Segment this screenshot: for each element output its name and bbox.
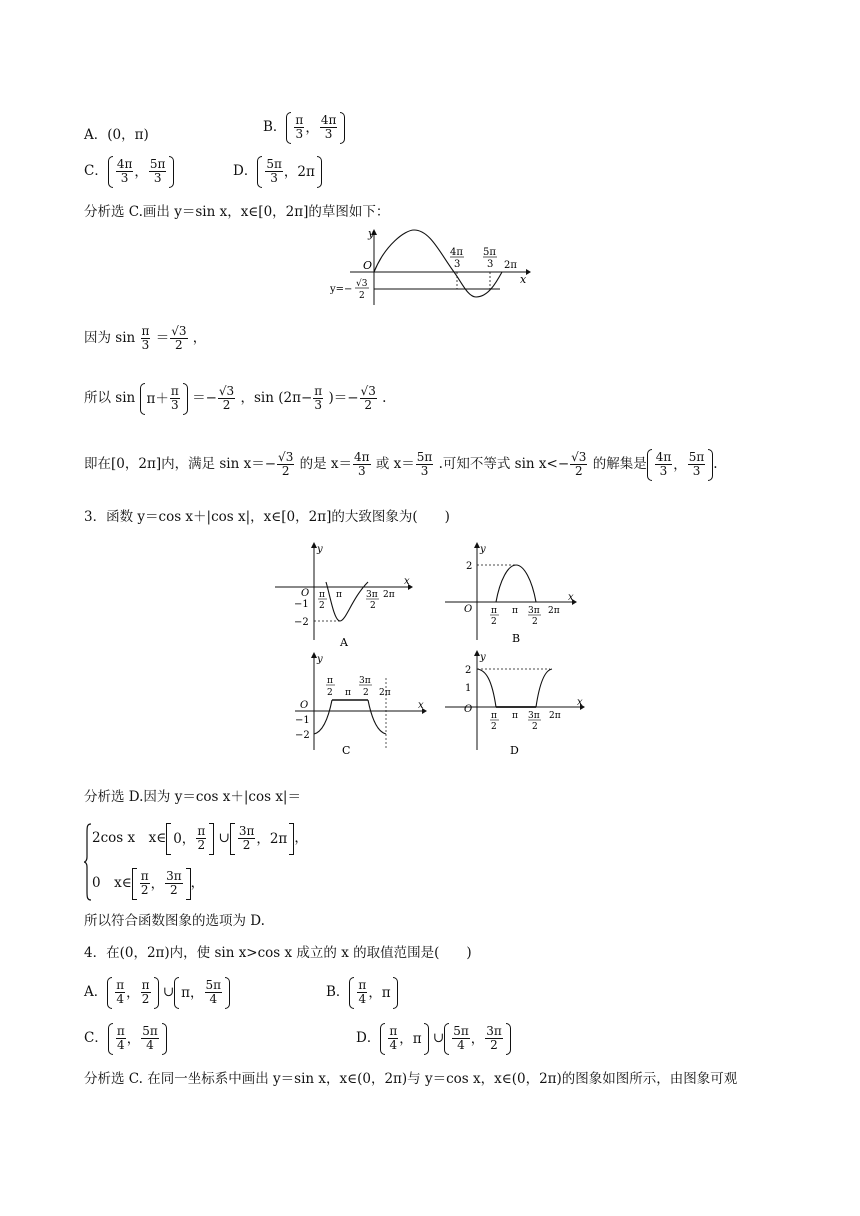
graph-d xyxy=(440,650,590,760)
sine-y-label: y xyxy=(368,227,375,240)
q4-option-d: D． $\frac{\pi}{4}$ ，π ∪ $\frac{5\pi}{4}$ ， $\frac{3\pi}{2}$ xyxy=(356,1020,511,1057)
q2-so: 所以 sin π＋ $\frac{\pi}{3}$ ＝− $\frac{√3}{2}$ ，sin (2π− $\frac{\pi}{3}$ )＝− $\frac{√3}{2}$ . xyxy=(84,380,386,417)
sine-curve xyxy=(374,230,502,297)
sine-hline-den: 2 xyxy=(359,291,365,301)
sine-tick1-num: 4π xyxy=(450,247,463,258)
svg-text:y: y xyxy=(480,544,486,555)
q2-conclusion: 即在[0，2π]内，满足 sin x＝− $\frac{√3}{2}$ 的是 x＝ $\frac{4\pi}{3}$ 或 x＝ $\frac{5\pi}{3}$ .可知不等式 sin x<− $\frac{√3}{2}$ 的解集是 $\frac{4\pi}{3}$ ， $\frac{5\pi}{3}$ . xyxy=(84,446,718,483)
graph-d-curve-right xyxy=(536,669,552,707)
svg-text:−2: −2 xyxy=(294,617,309,628)
svg-text:π: π xyxy=(336,590,342,600)
sine-tick2-num: 5π xyxy=(483,247,496,258)
q2-analysis: 分析选 C.画出 y＝sin x，x∈[0，2π]的草图如下： xyxy=(84,204,390,220)
svg-text:2: 2 xyxy=(465,665,472,676)
svg-text:−1: −1 xyxy=(295,715,310,726)
q4-analysis: 分析选 C. 在同一坐标系中画出 y＝sin x，x∈(0，2π)与 y＝cos x，x∈(0，2π)的图象如图所示，由图象可观 xyxy=(84,1071,738,1087)
sine-sketch xyxy=(330,225,540,307)
svg-text:2: 2 xyxy=(491,722,497,732)
sine-tick1-den: 3 xyxy=(454,259,461,270)
q2-option-b: B． $\frac{\pi}{3}$ ， $\frac{4\pi}{3}$ xyxy=(263,109,345,146)
svg-text:3π: 3π xyxy=(366,590,378,600)
svg-text:2: 2 xyxy=(532,617,538,627)
sine-hline-num: √3 xyxy=(356,279,368,289)
graph-b-label: B xyxy=(512,632,521,645)
svg-text:2π: 2π xyxy=(548,606,560,616)
svg-text:y: y xyxy=(317,654,323,665)
graph-c-curve-left xyxy=(314,700,332,734)
svg-text:2: 2 xyxy=(370,601,376,611)
svg-text:−1: −1 xyxy=(294,599,309,610)
svg-text:2π: 2π xyxy=(549,711,561,721)
svg-text:x: x xyxy=(418,700,424,711)
sine-tick3: 2π xyxy=(504,260,517,271)
sine-hline-label: y=− xyxy=(330,284,353,295)
q4-stem: 4．在(0，2π)内，使 sin x>cos x 成立的 x 的取值范围是( ) xyxy=(84,945,472,961)
svg-text:π: π xyxy=(345,688,351,698)
svg-text:2π: 2π xyxy=(379,688,391,698)
graph-c xyxy=(290,650,440,760)
svg-text:2: 2 xyxy=(363,688,369,698)
svg-text:x: x xyxy=(568,592,574,603)
graph-d-curve-left xyxy=(477,669,496,707)
svg-text:y: y xyxy=(480,652,486,663)
svg-text:O: O xyxy=(301,588,310,599)
graph-a-curve xyxy=(326,582,368,621)
svg-text:2: 2 xyxy=(491,617,497,627)
svg-text:π: π xyxy=(319,590,325,600)
svg-text:O: O xyxy=(464,704,473,715)
sine-x-label: x xyxy=(520,273,527,286)
svg-text:π: π xyxy=(491,711,497,721)
svg-text:3π: 3π xyxy=(359,676,371,686)
q2-option-c: C． $\frac{4\pi}{3}$ ， $\frac{5\pi}{3}$ xyxy=(84,153,174,190)
q2-option-d: D． $\frac{5\pi}{3}$ ， 2π xyxy=(233,153,322,190)
svg-text:2: 2 xyxy=(532,722,538,732)
q3-case1: 2cos x x∈ 0， $\frac{\pi}{2}$ ∪ $\frac{3\pi}{2}$ ，2π ， xyxy=(92,820,308,857)
q4-option-c: C． $\frac{\pi}{4}$ ， $\frac{5\pi}{4}$ xyxy=(84,1020,167,1057)
svg-text:2: 2 xyxy=(327,688,333,698)
svg-text:3π: 3π xyxy=(528,606,540,616)
graph-c-label: C xyxy=(342,744,351,757)
q4-option-a: A． $\frac{\pi}{4}$ ， $\frac{\pi}{2}$ ∪ π， $\frac{5\pi}{4}$ xyxy=(84,974,230,1011)
svg-text:2π: 2π xyxy=(383,590,395,600)
q2-because: 因为 sin $\frac{\pi}{3}$ ＝ $\frac{√3}{2}$ ， xyxy=(84,324,207,352)
q2-option-a: A．(0，π) xyxy=(84,127,149,143)
graph-b xyxy=(440,540,590,650)
sine-origin: O xyxy=(363,259,373,272)
svg-text:x: x xyxy=(577,697,583,708)
svg-text:π: π xyxy=(512,711,518,721)
q4-option-b: B． $\frac{\pi}{4}$ ，π xyxy=(326,974,398,1011)
q3-stem: 3．函数 y＝cos x＋|cos x|，x∈[0，2π]的大致图象为( ) xyxy=(84,509,450,525)
svg-text:π: π xyxy=(512,606,518,616)
svg-text:2: 2 xyxy=(466,561,473,572)
svg-text:y: y xyxy=(317,544,323,555)
svg-text:−2: −2 xyxy=(295,730,310,741)
graph-d-label: D xyxy=(510,744,519,757)
q3-analysis: 分析选 D.因为 y＝cos x＋|cos x|＝ xyxy=(84,789,301,805)
graph-a xyxy=(270,540,420,650)
svg-text:1: 1 xyxy=(465,683,472,694)
svg-text:2: 2 xyxy=(319,601,325,611)
sine-x-arrow xyxy=(526,269,531,275)
q3-conclusion: 所以符合函数图象的选项为 D. xyxy=(84,913,265,929)
sine-tick2-den: 3 xyxy=(487,259,494,270)
graph-b-curve xyxy=(496,565,536,602)
svg-text:O: O xyxy=(464,604,473,615)
svg-text:π: π xyxy=(491,606,497,616)
piecewise-brace xyxy=(84,823,92,901)
q3-case2: 0 x∈ $\frac{\pi}{2}$ ， $\frac{3\pi}{2}$ ， xyxy=(92,865,204,902)
svg-text:x: x xyxy=(404,576,410,587)
graph-a-label: A xyxy=(340,636,348,649)
svg-text:π: π xyxy=(327,676,333,686)
svg-text:3π: 3π xyxy=(528,711,540,721)
graph-c-curve-right xyxy=(368,700,386,734)
svg-text:O: O xyxy=(300,700,309,711)
